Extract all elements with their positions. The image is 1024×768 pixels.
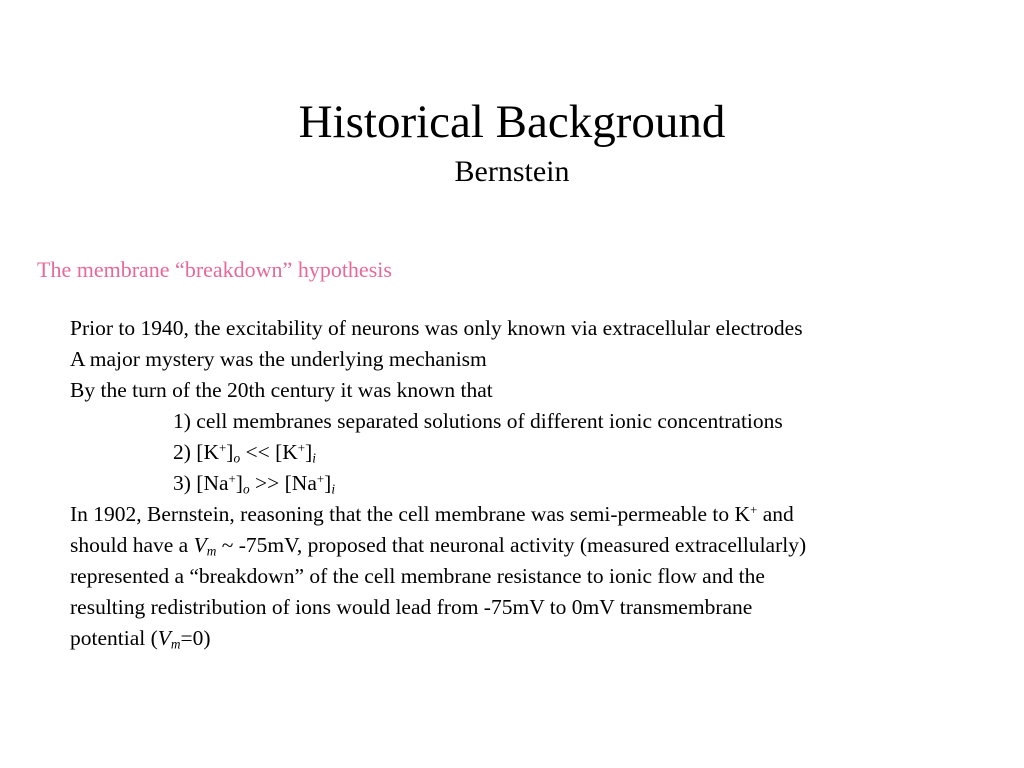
section-heading: The membrane “breakdown” hypothesis <box>37 257 392 282</box>
paragraph-line-5-sub: m <box>170 636 181 652</box>
item-2-sub-1: o <box>233 450 241 466</box>
item-2-sup-1: + <box>218 440 227 455</box>
paragraph-line-1-sup: + <box>750 502 758 517</box>
item-2-sup-2: + <box>297 440 306 455</box>
item-3-prefix: 3) [Na <box>173 471 229 495</box>
item-2-sub-2: i <box>312 450 316 466</box>
list-item-3 <box>70 468 990 499</box>
paragraph-line-3: represented a “breakdown” of the cell membrane resistance to ionic flow and the <box>70 564 765 588</box>
item-2-prefix: 2) [K <box>173 440 219 464</box>
paragraph-line-2-post: ~ -75mV, proposed that neuronal activity (measured extracellularly) <box>216 533 807 557</box>
paragraph-line-5 <box>70 623 990 654</box>
paragraph-line-5-post: =0) <box>180 626 211 650</box>
paragraph-line-5-vm: V <box>157 626 171 650</box>
item-2-bracket-1: ] <box>226 440 234 464</box>
slide-title: Historical Background <box>298 96 726 148</box>
item-3-bracket-1: ] <box>235 471 243 495</box>
item-3-bracket-2: ] <box>324 471 332 495</box>
paragraph-line-2-pre: should have a <box>70 533 194 557</box>
paragraph-line-2-vm: V <box>193 533 207 557</box>
paragraph-line-5-pre: potential ( <box>70 626 158 650</box>
paragraph-line-4: resulting redistribution of ions would lead from -75mV to 0mV transmembrane <box>70 595 753 619</box>
body-line-3: By the turn of the 20th century it was known that <box>70 378 493 402</box>
slide-body <box>70 313 990 654</box>
item-3-sup-1: + <box>228 471 236 486</box>
item-3-sub-1: o <box>242 481 250 497</box>
paragraph-line-1 <box>70 499 990 530</box>
item-2-bracket-2: ] <box>305 440 313 464</box>
paragraph-line-1-text: In 1902, Bernstein, reasoning that the cell membrane was semi-permeable to K <box>70 502 751 526</box>
item-3-sup-2: + <box>316 471 325 486</box>
slide-subtitle: Bernstein <box>454 155 570 188</box>
list-item-1: 1) cell membranes separated solutions of different ionic concentrations <box>173 409 783 433</box>
body-line-2: A major mystery was the underlying mechanism <box>70 347 487 371</box>
item-3-sub-2: i <box>331 481 336 497</box>
list-item-2 <box>70 437 990 468</box>
paragraph-line-2-sub: m <box>206 543 217 559</box>
paragraph-line-2 <box>70 530 990 561</box>
paragraph-line-1-end: and <box>757 502 794 526</box>
item-3-middle: >> [Na <box>249 471 317 495</box>
body-line-1: Prior to 1940, the excitability of neurons was only known via extracellular electrodes <box>70 316 803 340</box>
item-2-middle: << [K <box>240 440 298 464</box>
